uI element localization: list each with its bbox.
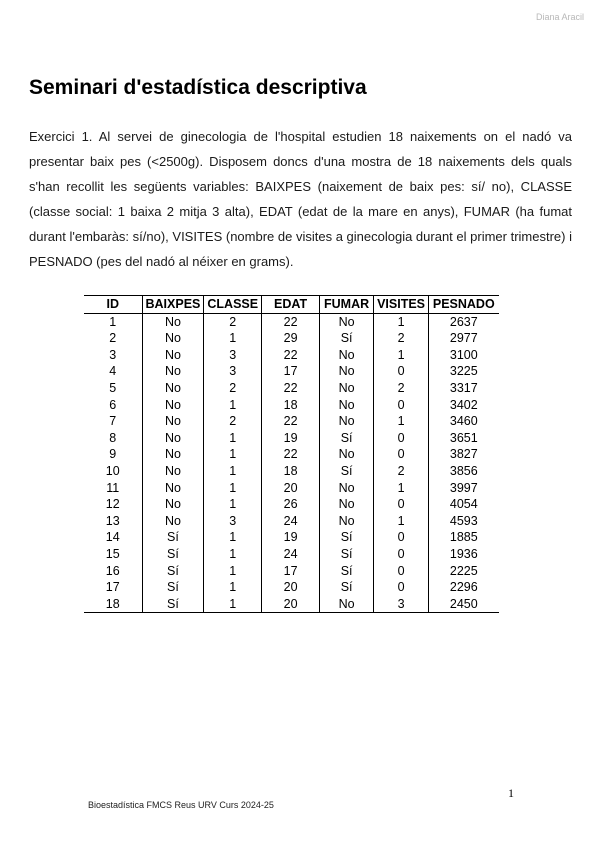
cell-edat: 24 [262,513,320,530]
cell-classe: 1 [204,463,262,480]
cell-baixpes: No [142,480,204,497]
author-name: Diana Aracil [535,12,584,22]
cell-visites: 1 [374,413,429,430]
column-header-classe: CLASSE [204,296,262,314]
cell-visites: 2 [374,463,429,480]
cell-fumar: No [320,347,374,364]
cell-pesnado: 3100 [429,347,499,364]
cell-pesnado: 2225 [429,563,499,580]
cell-pesnado: 4054 [429,496,499,513]
cell-edat: 20 [262,480,320,497]
cell-visites: 0 [374,397,429,414]
cell-visites: 0 [374,496,429,513]
cell-classe: 1 [204,596,262,613]
page-title: Seminari d'estadística descriptiva [29,76,367,99]
cell-visites: 0 [374,363,429,380]
cell-edat: 22 [262,313,320,330]
cell-pesnado: 3856 [429,463,499,480]
cell-classe: 1 [204,546,262,563]
cell-pesnado: 3402 [429,397,499,414]
cell-pesnado: 3827 [429,446,499,463]
cell-edat: 26 [262,496,320,513]
cell-id: 11 [106,480,120,495]
cell-classe: 2 [204,313,262,330]
cell-classe: 1 [204,480,262,497]
cell-pesnado: 3460 [429,413,499,430]
cell-classe: 1 [204,563,262,580]
cell-id: 6 [109,397,117,412]
cell-fumar: No [320,413,374,430]
cell-edat: 19 [262,430,320,447]
cell-visites: 3 [374,596,429,613]
cell-visites: 0 [374,446,429,463]
cell-classe: 1 [204,430,262,447]
column-header-id: ID [84,296,142,314]
cell-classe: 1 [204,397,262,414]
cell-id: 16 [105,563,120,578]
cell-id: 5 [109,380,117,395]
table-header [84,296,499,314]
cell-fumar: No [320,596,374,613]
table-row [84,546,499,563]
cell-pesnado: 3651 [429,430,499,447]
data-table [84,295,499,613]
table-body [84,313,499,613]
cell-edat: 22 [262,380,320,397]
cell-fumar: No [320,397,374,414]
cell-classe: 3 [204,347,262,364]
cell-baixpes: Sí [142,546,204,563]
cell-fumar: No [320,313,374,330]
cell-pesnado: 2296 [429,579,499,596]
cell-edat: 22 [262,413,320,430]
cell-pesnado: 2977 [429,330,499,347]
cell-visites: 2 [374,330,429,347]
cell-pesnado: 3997 [429,480,499,497]
cell-fumar: No [320,380,374,397]
cell-edat: 20 [262,596,320,613]
table-row [84,380,499,397]
table-row [84,480,499,497]
cell-id: 8 [109,430,117,445]
cell-visites: 0 [374,579,429,596]
cell-baixpes: Sí [142,563,204,580]
cell-id: 1 [109,314,117,329]
cell-id: 9 [109,447,117,462]
cell-classe: 1 [204,529,262,546]
cell-pesnado: 4593 [429,513,499,530]
cell-fumar: Sí [320,463,374,480]
cell-pesnado: 2450 [429,596,499,613]
cell-fumar: No [320,480,374,497]
cell-fumar: Sí [320,430,374,447]
column-header-visites: VISITES [374,296,429,314]
cell-fumar: No [320,446,374,463]
cell-visites: 1 [374,480,429,497]
cell-id: 12 [105,497,120,512]
column-header-baixpes: BAIXPES [142,296,204,314]
cell-edat: 17 [262,363,320,380]
cell-baixpes: Sí [142,579,204,596]
cell-baixpes: Sí [142,529,204,546]
cell-visites: 1 [374,347,429,364]
cell-edat: 29 [262,330,320,347]
table-row [84,313,499,330]
cell-edat: 19 [262,529,320,546]
page-number: 1 [508,786,514,800]
cell-visites: 0 [374,430,429,447]
cell-classe: 3 [204,513,262,530]
cell-fumar: No [320,513,374,530]
table-row [84,596,499,613]
table-row [84,446,499,463]
column-header-edat: EDAT [262,296,320,314]
cell-edat: 18 [262,463,320,480]
cell-id: 17 [105,580,120,595]
cell-classe: 1 [204,496,262,513]
cell-classe: 1 [204,446,262,463]
table-row [84,430,499,447]
cell-fumar: No [320,363,374,380]
cell-pesnado: 2637 [429,313,499,330]
cell-edat: 22 [262,347,320,364]
cell-classe: 1 [204,579,262,596]
cell-visites: 0 [374,563,429,580]
cell-id: 7 [109,414,117,429]
cell-pesnado: 1936 [429,546,499,563]
column-header-fumar: FUMAR [320,296,374,314]
cell-visites: 1 [374,513,429,530]
cell-baixpes: Sí [142,596,204,613]
cell-classe: 3 [204,363,262,380]
cell-baixpes: No [142,413,204,430]
cell-baixpes: No [142,380,204,397]
cell-fumar: Sí [320,563,374,580]
column-header-pesnado: PESNADO [429,296,499,314]
cell-edat: 22 [262,446,320,463]
table-row [84,529,499,546]
cell-fumar: Sí [320,529,374,546]
cell-fumar: Sí [320,579,374,596]
table-row [84,347,499,364]
cell-fumar: Sí [320,330,374,347]
cell-id: 18 [84,596,142,613]
cell-id: 15 [105,546,120,561]
table-row [84,463,499,480]
cell-visites: 1 [374,313,429,330]
table-row [84,579,499,596]
cell-edat: 20 [262,579,320,596]
footer-text: Bioestadística FMCS Reus URV Curs 2024-25 [88,800,274,810]
cell-baixpes: No [142,446,204,463]
table-row [84,513,499,530]
cell-baixpes: No [142,347,204,364]
cell-edat: 18 [262,397,320,414]
cell-id: 2 [109,331,117,346]
table-row [84,496,499,513]
cell-baixpes: No [142,330,204,347]
cell-id: 14 [105,530,120,545]
table-header-row [84,296,499,314]
cell-pesnado: 3225 [429,363,499,380]
cell-id: 13 [105,513,120,528]
exercise-paragraph: Exercici 1. Al servei de ginecologia de l'hospital estudien 18 naixements on el nadó va presentar baix pes (<2500g). Disposem doncs d'una mostra de 18 naixements dels quals s'han recollit les següents variables: BAIXPES (naixement de baix pes: sí/ no), CLASSE (classe social: 1 baixa 2 mitja 3 alta), EDAT (edat de la mare en anys), FUMAR (ha fumat durant l'embaràs: sí/no), VISITES (nombre de visites a ginecologia durant el primer trimestre) i PESNADO (pes del nadó al néixer en grams). [29,129,572,269]
cell-baixpes: No [142,513,204,530]
cell-baixpes: No [142,397,204,414]
cell-id: 3 [109,347,117,362]
cell-id: 4 [109,364,117,379]
cell-fumar: Sí [320,546,374,563]
cell-baixpes: No [142,313,204,330]
cell-edat: 24 [262,546,320,563]
table-row [84,397,499,414]
cell-pesnado: 3317 [429,380,499,397]
table-row [84,413,499,430]
cell-pesnado: 1885 [429,529,499,546]
cell-classe: 2 [204,380,262,397]
cell-baixpes: No [142,430,204,447]
table-row [84,330,499,347]
table-row [84,363,499,380]
cell-classe: 2 [204,413,262,430]
cell-baixpes: No [142,463,204,480]
cell-baixpes: No [142,496,204,513]
cell-id: 10 [105,463,120,478]
cell-visites: 2 [374,380,429,397]
cell-edat: 17 [262,563,320,580]
cell-visites: 0 [374,546,429,563]
cell-classe: 1 [204,330,262,347]
cell-visites: 0 [374,529,429,546]
cell-fumar: No [320,496,374,513]
cell-baixpes: No [142,363,204,380]
table-row [84,563,499,580]
